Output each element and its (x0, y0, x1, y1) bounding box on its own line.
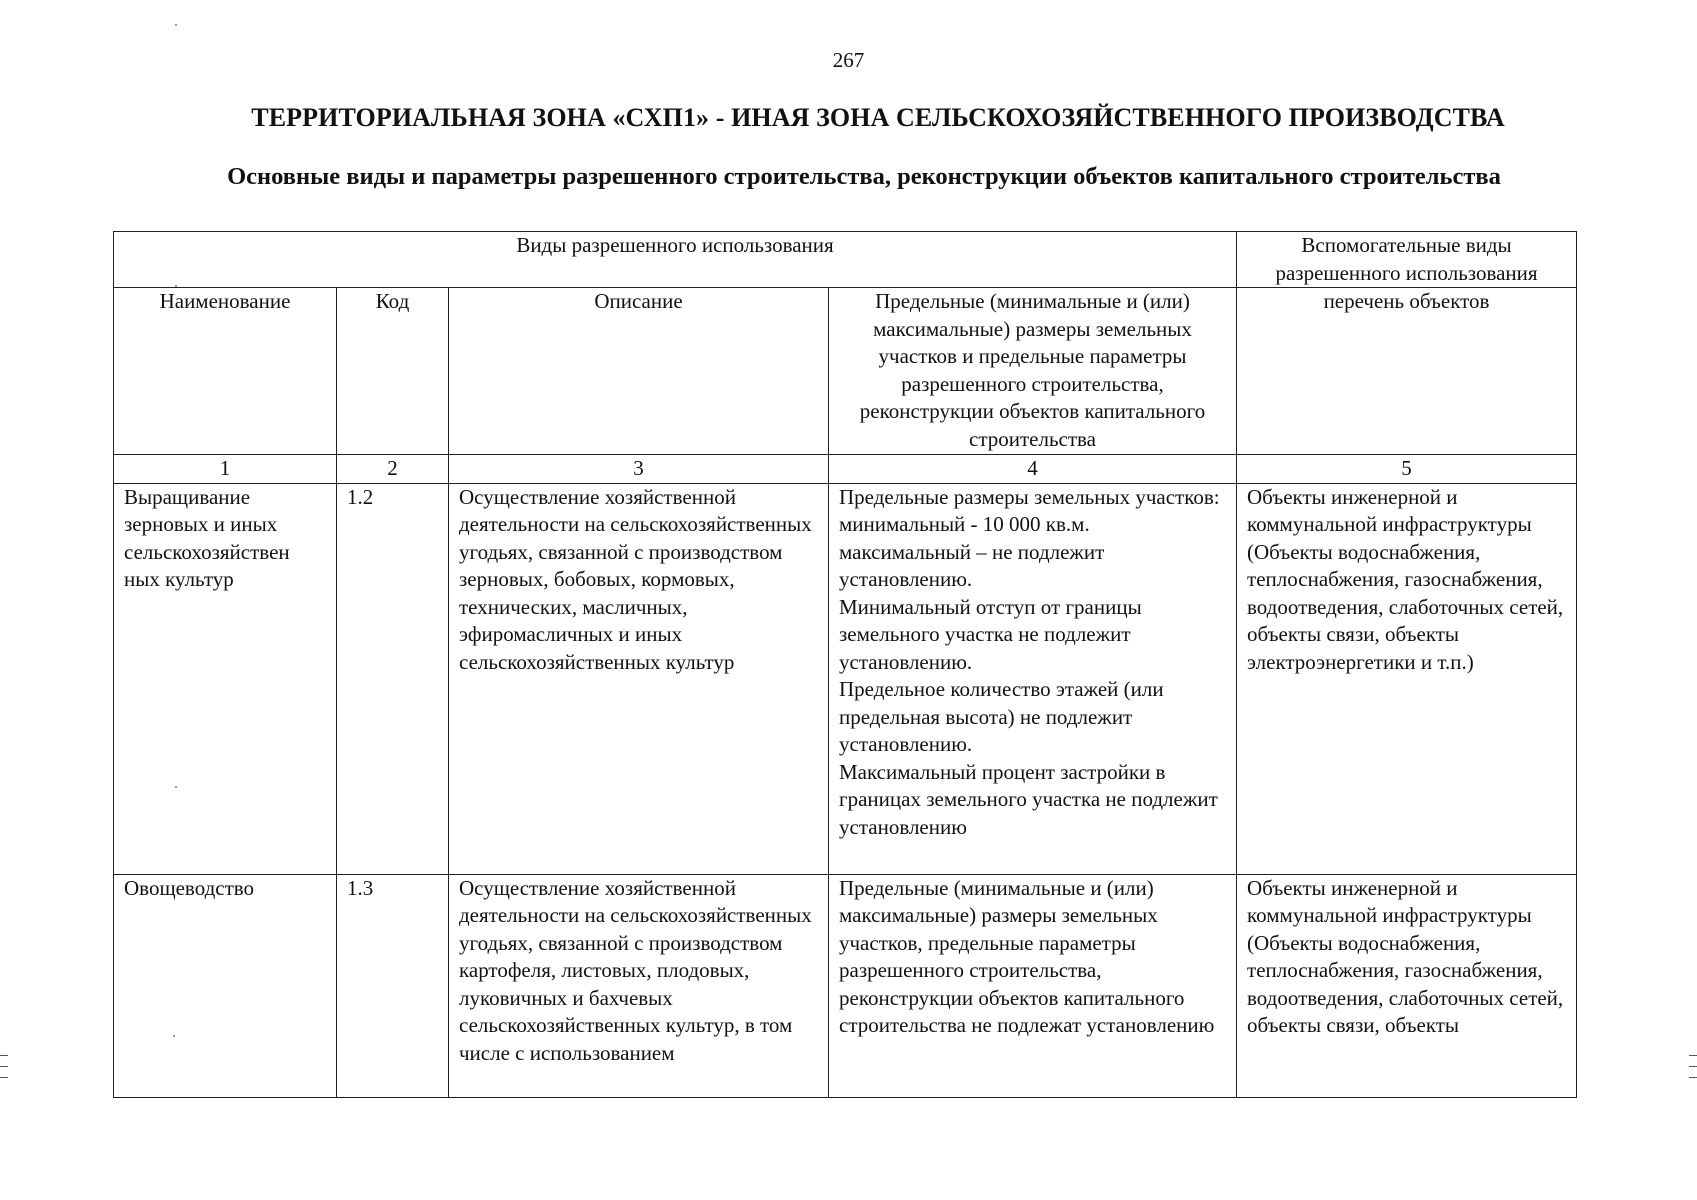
use-code-cell: 1.3 (337, 874, 449, 1097)
column-number: 4 (829, 455, 1237, 484)
zone-usage-table (113, 231, 1577, 1098)
scan-speck (175, 285, 177, 287)
scan-edge-mark (0, 1066, 8, 1067)
use-description-cell: Осуществление хозяйственной деятельности на сельскохозяйственных угодьях, связанной с производством картофеля, листовых, плодовых, луковичных и бахчевых сельскохозяйственных культур, в том числе с использованием (449, 874, 829, 1097)
column-number-row (114, 455, 1577, 484)
column-header-name: Наименование (114, 288, 337, 455)
table-row (114, 874, 1577, 1097)
scan-edge-mark (0, 1077, 8, 1078)
column-header-code: Код (337, 288, 449, 455)
use-name-cell: Выращивание зерновых и иных сельскохозяйствен ных культур (114, 483, 337, 874)
column-number: 3 (449, 455, 829, 484)
main-uses-header: Виды разрешенного использования (114, 232, 1237, 288)
scan-edge-mark (1689, 1077, 1697, 1078)
use-description-cell: Осуществление хозяйственной деятельности на сельскохозяйственных угодьях, связанной с производством зерновых, бобовых, кормовых, технических, масличных, эфиромасличных и иных сельскохозяйственных культур (449, 483, 829, 874)
column-number: 5 (1237, 455, 1577, 484)
scan-speck (173, 1035, 175, 1037)
column-header-parameters: Предельные (минимальные и (или) максимальные) размеры земельных участков и предельные параметры разрешенного строительства, реконструкции объектов капитального строительства (829, 288, 1237, 455)
auxiliary-uses-header: Вспомогательные виды разрешенного использования (1237, 232, 1577, 288)
scan-speck (175, 24, 177, 26)
group-header-row (114, 232, 1577, 288)
page-number: 267 (832, 48, 865, 72)
scan-edge-mark (0, 1055, 8, 1056)
column-header-description: Описание (449, 288, 829, 455)
auxiliary-objects-cell: Объекты инженерной и коммунальной инфраструктуры (Объекты водоснабжения, теплоснабжения, газоснабжения, водоотведения, слаботочных сетей, объекты связи, объекты (1237, 874, 1577, 1097)
scan-speck (175, 786, 177, 788)
scan-edge-mark (1689, 1055, 1697, 1056)
scan-edge-mark (1689, 1066, 1697, 1067)
table-row (114, 483, 1577, 874)
column-header-objects-list: перечень объектов (1237, 288, 1577, 455)
use-name-cell: Овощеводство (114, 874, 337, 1097)
table-subtitle: Основные виды и параметры разрешенного строительства, реконструкции объектов капитального строительства (227, 163, 1501, 190)
zone-title: ТЕРРИТОРИАЛЬНАЯ ЗОНА «СХП1» - ИНАЯ ЗОНА СЕЛЬСКОХОЗЯЙСТВЕННОГО ПРОИЗВОДСТВА (251, 103, 1505, 132)
column-number: 2 (337, 455, 449, 484)
auxiliary-objects-cell: Объекты инженерной и коммунальной инфраструктуры (Объекты водоснабжения, теплоснабжения, газоснабжения, водоотведения, слаботочных сетей, объекты связи, объекты электроэнергетики и т.п.) (1237, 483, 1577, 874)
parameters-text: Предельные размеры земельных участков: минимальный - 10 000 кв.м. максимальный – не подлежит установлению. Минимальный отступ от границы земельного участка не подлежит установлению. Предельное количество этажей (или предельная высота) не подлежит установлению. Максимальный процент застройки в границах земельного участка не подлежит установлению (839, 484, 1220, 839)
column-header-row (114, 288, 1577, 455)
use-code-cell: 1.2 (337, 483, 449, 874)
use-parameters-cell: Предельные (минимальные и (или) максимальные) размеры земельных участков, предельные параметры разрешенного строительства, реконструкции объектов капитального строительства не подлежат установлению (829, 874, 1237, 1097)
use-parameters-cell (829, 483, 1237, 874)
column-number: 1 (114, 455, 337, 484)
